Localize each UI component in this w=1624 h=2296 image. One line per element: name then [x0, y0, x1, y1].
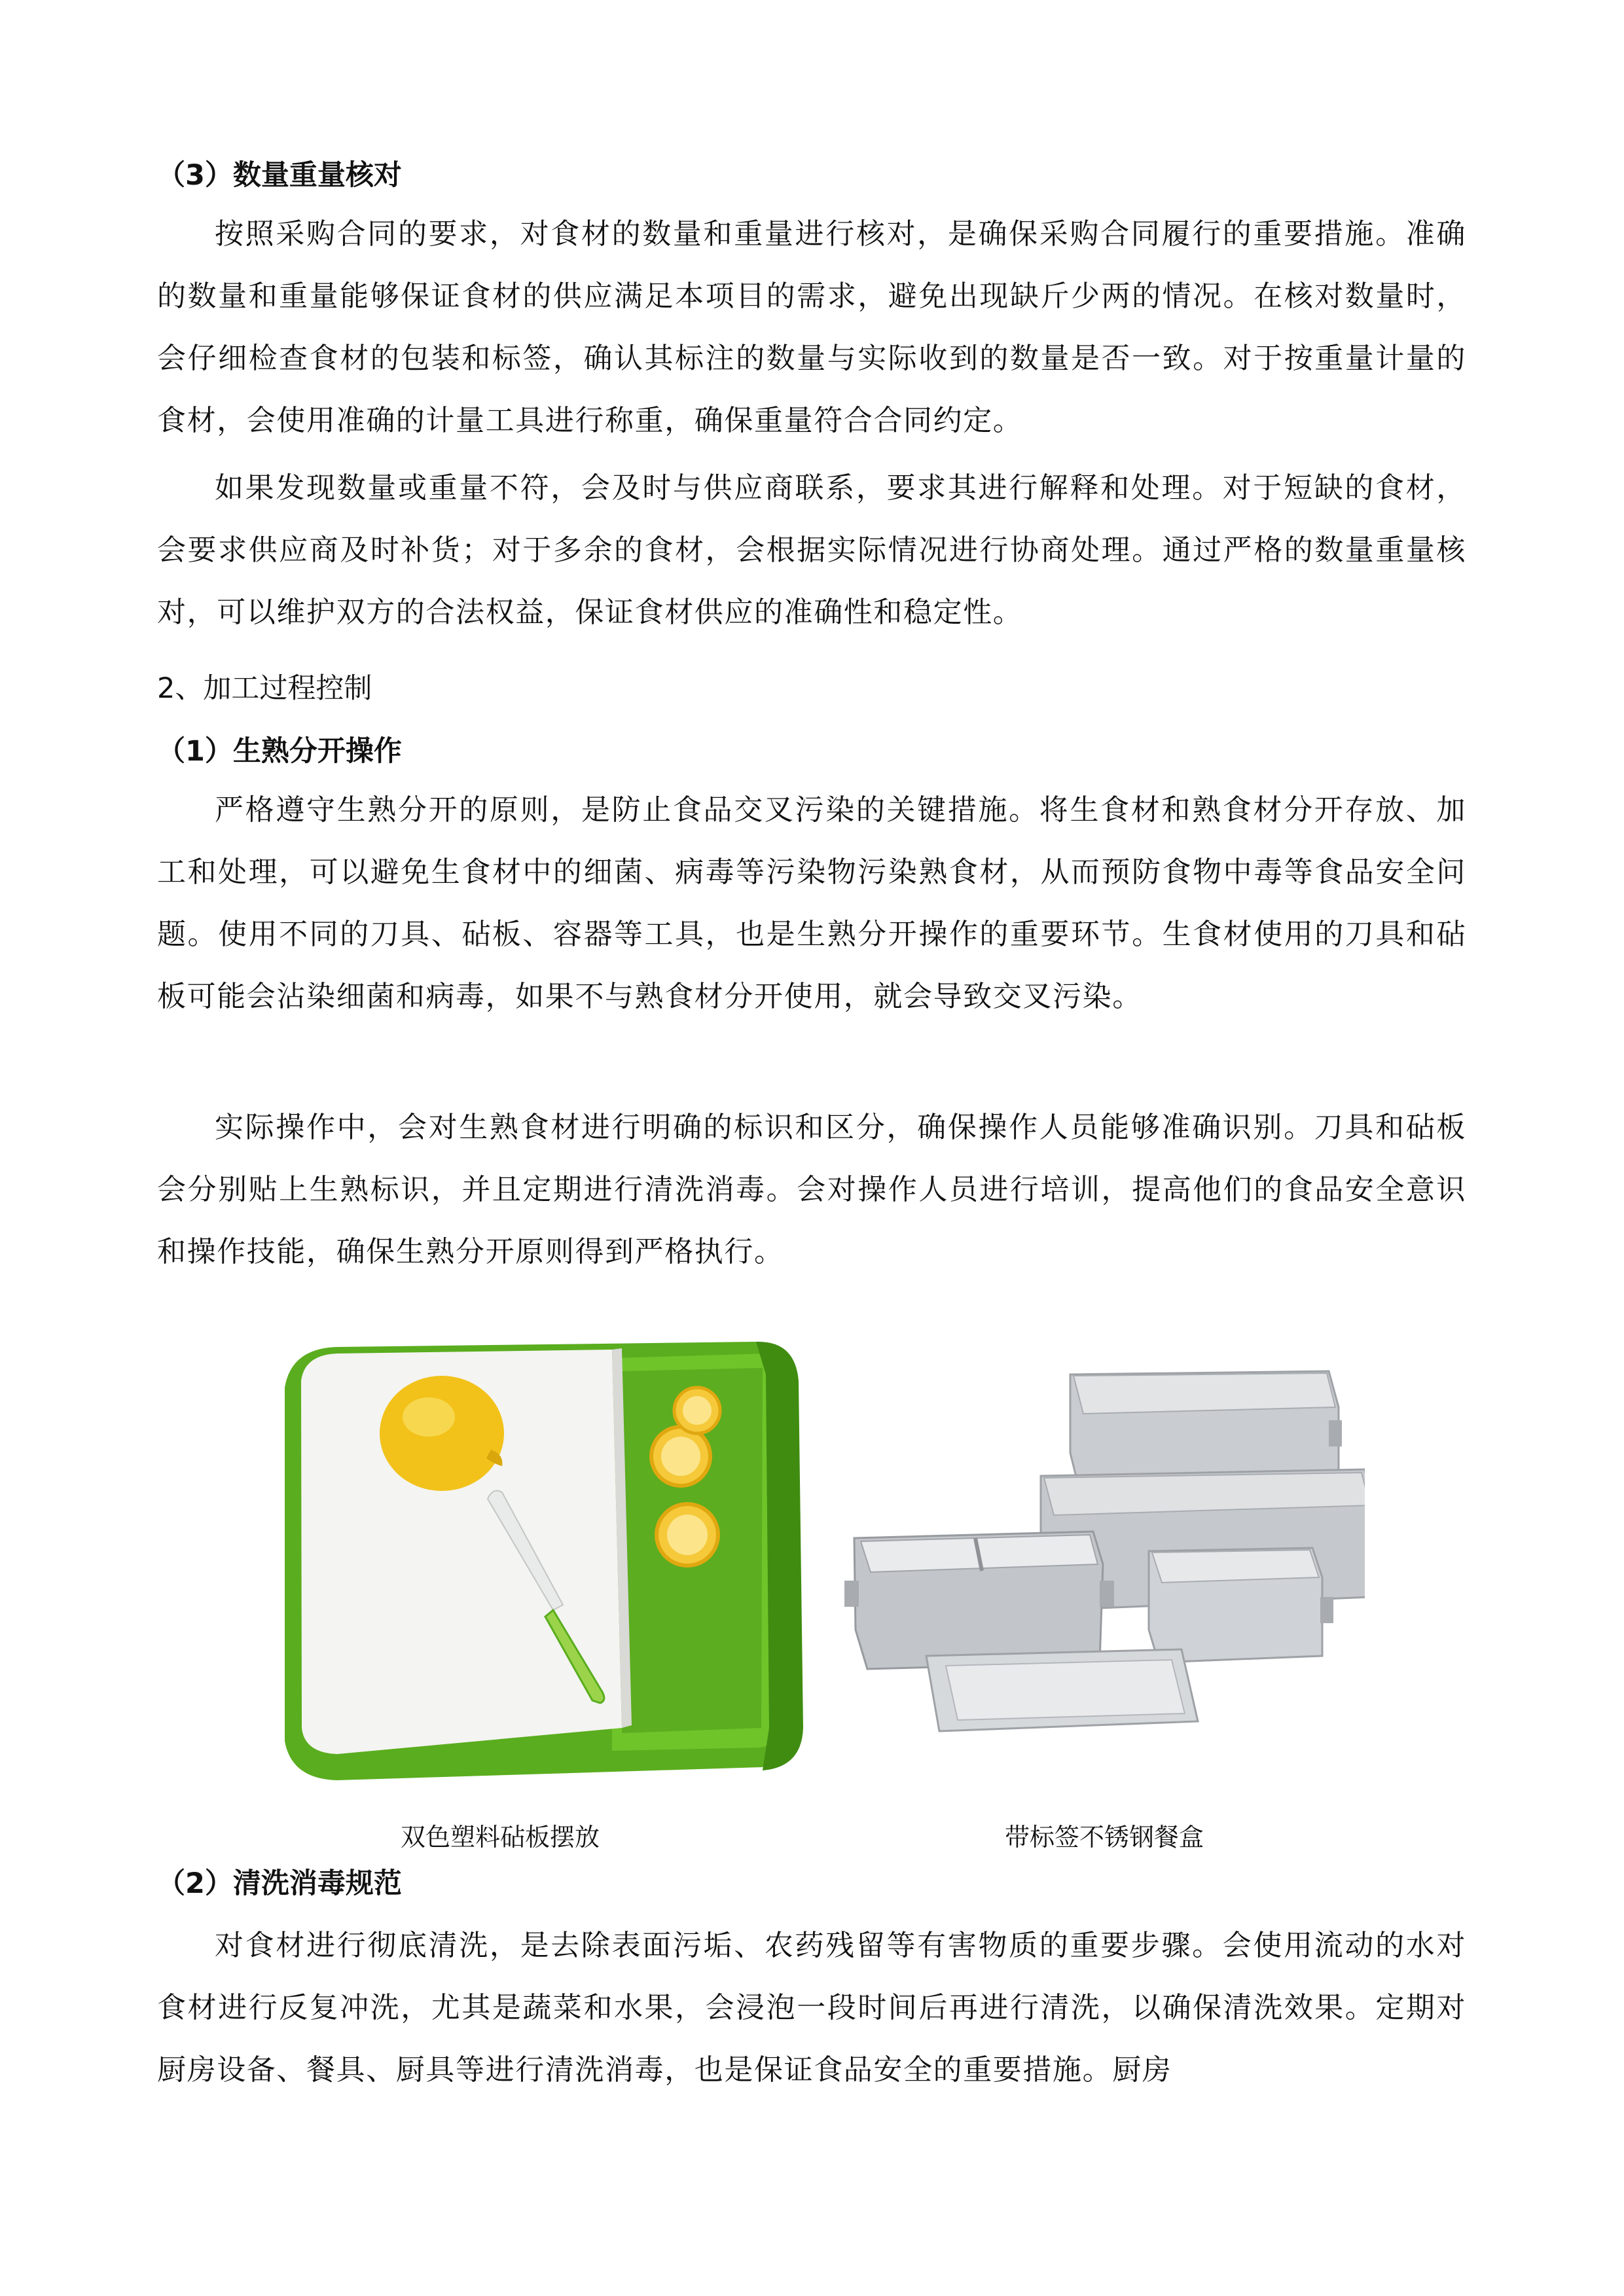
cutting-board-image: [245, 1309, 814, 1820]
section-heading-process-control: 2、加工过程控制: [157, 672, 372, 705]
paragraph-quantity-check-2: 如果发现数量或重量不符，会及时与供应商联系，要求其进行解释和处理。对于短缺的食材，会要求供应商及时补货；对于多余的食材，会根据实际情况进行协商处理。通过严格的数量重量核对，可以维护双方的合法权益，保证食材供应的准确性和稳定性。: [157, 471, 1466, 629]
section-heading-quantity-check: （3）数量重量核对: [157, 159, 402, 192]
paragraph-raw-cooked-2: 实际操作中，会对生熟食材进行明确的标识和区分，确保操作人员能够准确识别。刀具和砧板会分别贴上生熟标识，并且定期进行清洗消毒。会对操作人员进行培训，提高他们的食品安全意识和操作技能，确保生熟分开原则得到严格执行。: [157, 1111, 1466, 1268]
paragraph-quantity-check-1: 按照采购合同的要求，对食材的数量和重量进行核对，是确保采购合同履行的重要措施。准确的数量和重量能够保证食材的供应满足本项目的需求，避免出现缺斤少两的情况。在核对数量时，会仔细检查食材的包装和标签，确认其标注的数量与实际收到的数量是否一致。对于按重量计量的食材，会使用准确的计量工具进行称重，确保重量符合合同约定。: [157, 217, 1466, 437]
caption-cutting-board: 双色塑料砧板摆放: [401, 1823, 600, 1852]
section-heading-cleaning: （2）清洗消毒规范: [157, 1867, 402, 1900]
caption-lunchbox: 带标签不锈钢餐盒: [1005, 1823, 1204, 1852]
lunchbox-image: [841, 1355, 1365, 1787]
paragraph-raw-cooked-1: 严格遵守生熟分开的原则，是防止食品交叉污染的关键措施。将生食材和熟食材分开存放、加工和处理，可以避免生食材中的细菌、病毒等污染物污染熟食材，从而预防食物中毒等食品安全问题。使用不同的刀具、砧板、容器等工具，也是生熟分开操作的重要环节。生食材使用的刀具和砧板可能会沾染细菌和病毒，如果不与熟食材分开使用，就会导致交叉污染。: [157, 793, 1466, 1013]
paragraph-cleaning-1: 对食材进行彻底清洗，是去除表面污垢、农药残留等有害物质的重要步骤。会使用流动的水对食材进行反复冲洗，尤其是蔬菜和水果，会浸泡一段时间后再进行清洗，以确保清洗效果。定期对厨房设备、餐具、厨具等进行清洗消毒，也是保证食品安全的重要措施。厨房: [157, 1929, 1466, 2087]
section-heading-raw-cooked: （1）生熟分开操作: [157, 735, 402, 768]
